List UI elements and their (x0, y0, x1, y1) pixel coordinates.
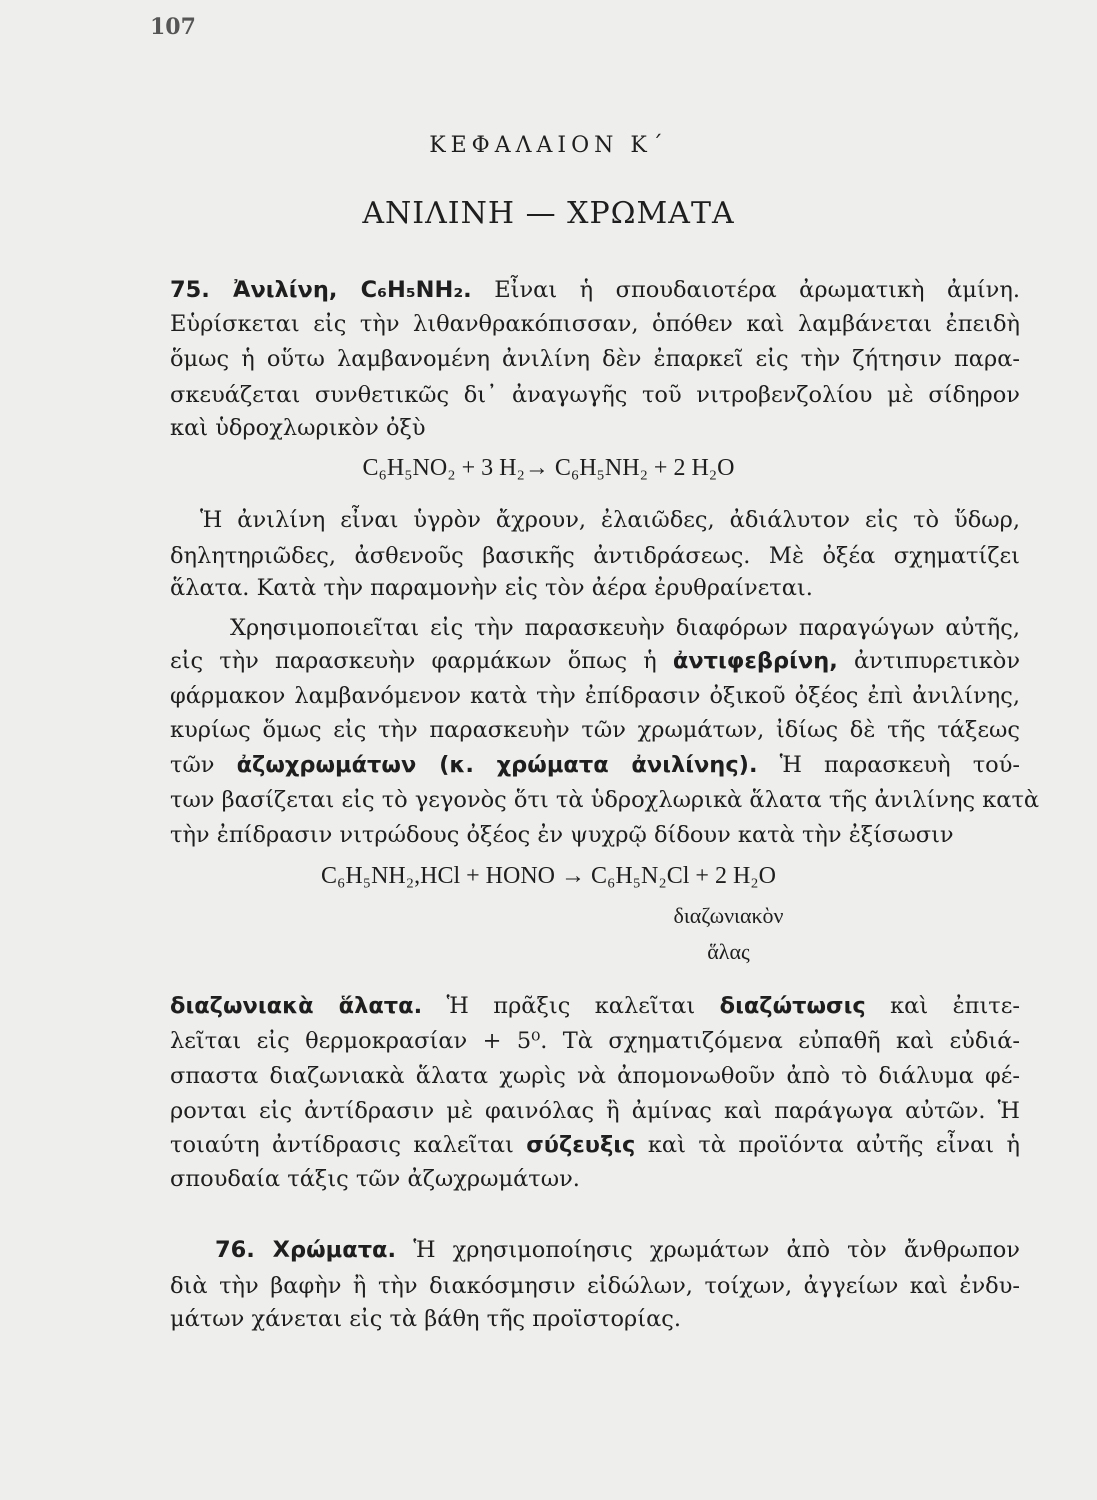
paragraph-3-line-4: κυρίως ὅμως εἰς τὴν παρασκευὴν τῶν χρωμάτων, ἰδίως δὲ τῆς τάξεως (170, 717, 1020, 743)
equation-2: C₆H₅NH₂,HCl + HONO → C₆H₅N₂Cl + 2 H₂O (321, 863, 776, 889)
page-title: ΑΝΙΛΙΝΗ — ΧΡΩΜΑΤΑ (362, 196, 735, 231)
paragraph-2-line-2: δηλητηριῶδες, ἀσθενοῦς βασικῆς ἀντιδράσεως. Μὲ ὀξέα σχηματίζει (170, 543, 1020, 569)
paragraph-3-line-3: φάρμακον λαμβανόμενον κατὰ τὴν ἐπίδρασιν ὀξικοῦ ὀξέος ἐπὶ ἀνιλίνης, (170, 683, 1020, 709)
equation-2-label-salt: ἅλας (707, 939, 750, 964)
section-76-line-2: διὰ τὴν βαφὴν ἢ τὴν διακόσμησιν εἰδώλων, τοίχων, ἀγγείων καὶ ἐνδυ- (170, 1273, 1020, 1299)
term-azo-dyes: ἀζωχρωμάτων (κ. χρώματα ἀνιλίνης). (236, 752, 758, 778)
section-76-heading: 76. Χρώματα. (215, 1237, 397, 1263)
section-75-line-2: Εὑρίσκεται εἰς τὴν λιθανθρακόπισσαν, ὁπόθεν καὶ λαμβάνεται ἐπειδὴ (170, 311, 1020, 337)
section-75-line-4: σκευάζεται συνθετικῶς δι᾽ ἀναγωγῆς τοῦ νιτροβενζολίου μὲ σίδηρον (170, 382, 1020, 408)
equation-2-label-diazonium: διαζωνιακὸν (673, 903, 784, 928)
section-76-line-3: μάτων χάνεται εἰς τὰ βάθη τῆς προϊστορίας. (170, 1306, 682, 1332)
paragraph-3-line-5: τῶν ἀζωχρωμάτων (κ. χρώματα ἀνιλίνης). Ἡ παρασκευὴ τού- (170, 752, 1020, 778)
paragraph-4-line-3: σπαστα διαζωνιακὰ ἅλατα χωρὶς νὰ ἀπομονωθοῦν ἀπὸ τὸ διάλυμα φέ- (170, 1063, 1020, 1089)
section-75-heading: 75. Ἀνιλίνη, C₆H₅NH₂. (170, 277, 472, 303)
chapter-heading: ΚΕΦΑΛΑΙΟΝ Κ΄ (429, 133, 668, 158)
paragraph-2-line-1: Ἡ ἀνιλίνη εἶναι ὑγρὸν ἄχρουν, ἐλαιῶδες, ἀδιάλυτον εἰς τὸ ὕδωρ, (200, 507, 1020, 533)
term-coupling: σύζευξις (526, 1132, 636, 1158)
term-diazonium-salts: διαζωνιακὰ ἅλατα. (170, 993, 423, 1019)
paragraph-2-line-3: ἅλατα. Κατὰ τὴν παραμονὴν εἰς τὸν ἀέρα ἐρυθραίνεται. (170, 575, 813, 601)
paragraph-4-line-1: διαζωνιακὰ ἅλατα. Ἡ πρᾶξις καλεῖται διαζώτωσις καὶ ἐπιτε- (170, 993, 1020, 1019)
paragraph-3-line-1: Χρησιμοποιεῖται εἰς τὴν παρασκευὴν διαφόρων παραγώγων αὐτῆς, (230, 615, 1020, 641)
paragraph-3-line-2: εἰς τὴν παρασκευὴν φαρμάκων ὅπως ἡ ἀντιφεβρίνη, ἀντιπυρετικὸν (170, 648, 1020, 674)
page-number: 107 (150, 14, 196, 40)
term-antifebrine: ἀντιφεβρίνη, (672, 648, 838, 674)
section-76-line-1: 76. Χρώματα. Ἡ χρησιμοποίησις χρωμάτων ἀπὸ τὸν ἄνθρωπον (215, 1237, 1020, 1263)
term-diazotization: διαζώτωσις (719, 993, 866, 1019)
paragraph-4-line-2: λεῖται εἰς θερμοκρασίαν + 5⁰. Τὰ σχηματιζόμενα εὐπαθῆ καὶ εὐδιά- (170, 1028, 1020, 1054)
paragraph-3-line-7: τὴν ἐπίδρασιν νιτρώδους ὀξέος ἐν ψυχρῷ δίδουν κατὰ τὴν ἐξίσωσιν (170, 822, 954, 848)
equation-1: C₆H₅NO₂ + 3 H₂→ C₆H₅NH₂ + 2 H₂O (362, 455, 735, 481)
paragraph-4-line-4: ρονται εἰς ἀντίδρασιν μὲ φαινόλας ἢ ἀμίνας καὶ παράγωγα αὐτῶν. Ἡ (170, 1098, 1020, 1124)
paragraph-4-line-5: τοιαύτη ἀντίδρασις καλεῖται σύζευξις καὶ τὰ προϊόντα αὐτῆς εἶναι ἡ (170, 1132, 1020, 1158)
section-75-line-3: ὅμως ἡ οὕτω λαμβανομένη ἀνιλίνη δὲν ἐπαρκεῖ εἰς τὴν ζήτησιν παρα- (170, 346, 1020, 372)
paragraph-3-line-6: των βασίζεται εἰς τὸ γεγονὸς ὅτι τὰ ὑδροχλωρικὰ ἅλατα τῆς ἀνιλίνης κατὰ (170, 787, 1040, 813)
paragraph-4-line-6: σπουδαία τάξις τῶν ἀζωχρωμάτων. (170, 1166, 580, 1192)
section-75-line-1: 75. Ἀνιλίνη, C₆H₅NH₂. Εἶναι ἡ σπουδαιοτέρα ἀρωματικὴ ἀμίνη. (170, 277, 1020, 303)
section-75-line-5: καὶ ὑδροχλωρικὸν ὀξὺ (170, 415, 426, 441)
